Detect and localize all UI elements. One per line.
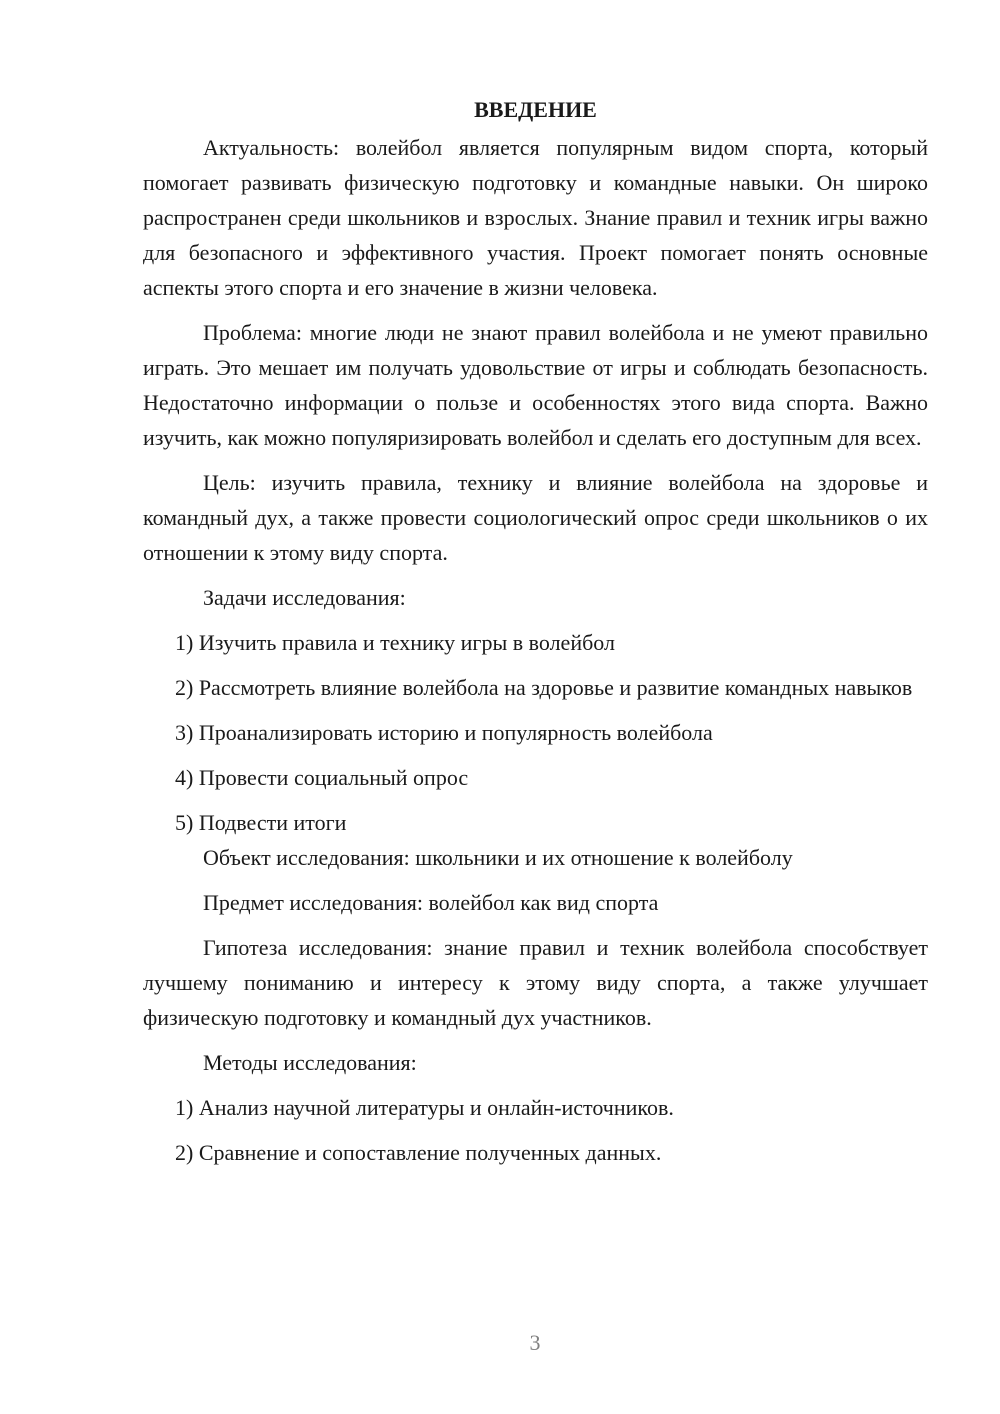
research-subject: Предмет исследования: волейбол как вид спорта <box>203 890 659 915</box>
task-item: 1) Изучить правила и технику игры в волейбол <box>175 630 615 655</box>
section-title: ВВЕДЕНИЕ <box>474 97 597 122</box>
method-item: 1) Анализ научной литературы и онлайн-источников. <box>175 1095 674 1120</box>
document-page <box>143 92 928 1180</box>
hypothesis-paragraph: Гипотеза исследования: знание правил и техник волейбола способствует лучшему пониманию и интересу к этому виду спорта, а также улучшает физическую подготовку и командный дух участников. <box>143 935 928 1030</box>
page-number: 3 <box>529 1330 541 1355</box>
method-item: 2) Сравнение и сопоставление полученных данных. <box>175 1140 662 1165</box>
task-item: 4) Провести социальный опрос <box>175 765 469 790</box>
goal-paragraph: Цель: изучить правила, технику и влияние волейбола на здоровье и командный дух, а также провести социологический опрос среди школьников о их отношении к этому виду спорта. <box>143 470 928 565</box>
tasks-heading: Задачи исследования: <box>203 585 406 610</box>
task-item: 5) Подвести итоги <box>175 810 347 835</box>
relevance-paragraph: Актуальность: волейбол является популярным видом спорта, который помогает развивать физическую подготовку и командные навыки. Он широко распространен среди школьников и взрослых. Знание правил и техник игры важно для безопасного и эффективного участия. Проект помогает понять основные аспекты этого спорта и его значение в жизни человека. <box>143 135 928 300</box>
methods-heading: Методы исследования: <box>203 1050 417 1075</box>
task-item: 2) Рассмотреть влияние волейбола на здоровье и развитие командных навыков <box>175 675 913 700</box>
task-item: 3) Проанализировать историю и популярность волейбола <box>175 720 713 745</box>
problem-paragraph: Проблема: многие люди не знают правил волейбола и не умеют правильно играть. Это мешает им получать удовольствие от игры и соблюдать безопасность. Недостаточно информации о пользе и особенностях этого вида спорта. Важно изучить, как можно популяризировать волейбол и сделать его доступным для всех. <box>143 320 928 450</box>
research-object: Объект исследования: школьники и их отношение к волейболу <box>203 845 793 870</box>
